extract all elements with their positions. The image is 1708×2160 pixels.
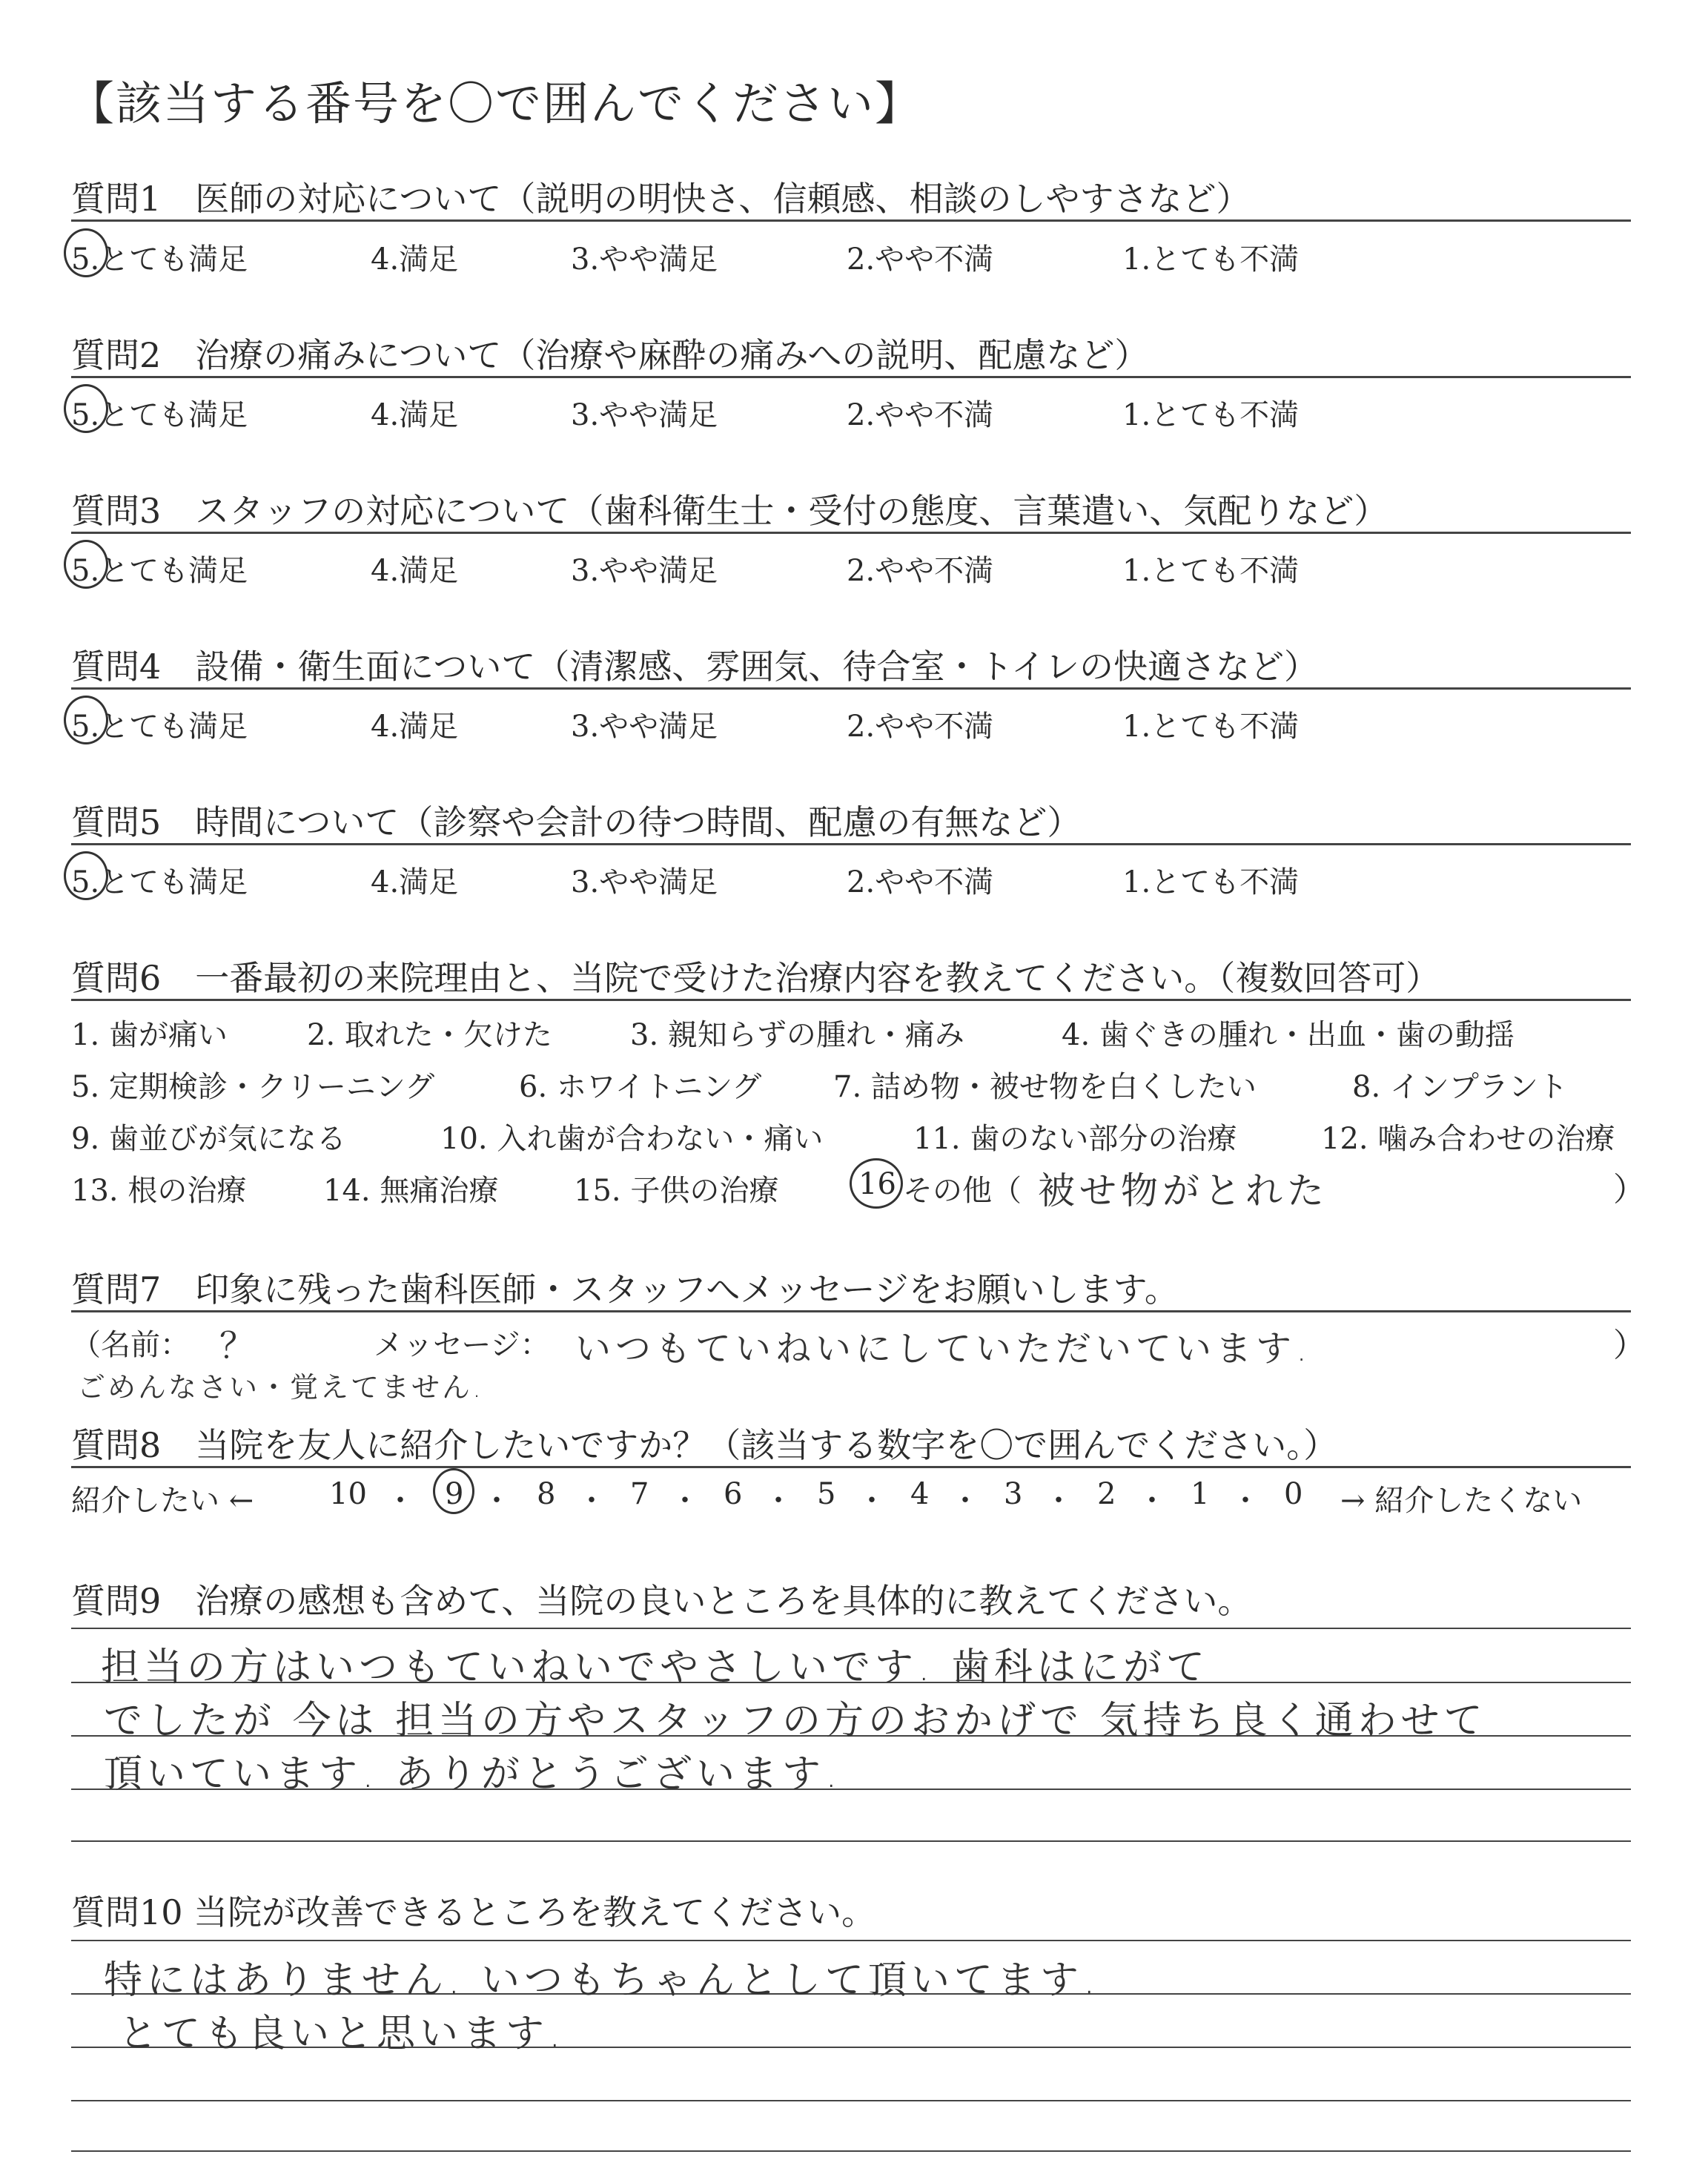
selection-circle bbox=[433, 1468, 474, 1514]
scale-separator: ・ bbox=[764, 1484, 793, 1518]
name-value[interactable]: ？ bbox=[219, 1325, 260, 1367]
option-2[interactable]: 2.やや不満 bbox=[847, 710, 994, 744]
reason-5[interactable]: 5. 定期検診・クリーニング bbox=[71, 1070, 435, 1104]
option-3[interactable]: 3.やや満足 bbox=[571, 398, 718, 432]
scale-separator: ・ bbox=[1044, 1484, 1073, 1518]
underline bbox=[71, 219, 1631, 222]
q9-answer-line-3[interactable]: 頂いています. ありがとうございます. bbox=[104, 1752, 842, 1797]
option-1[interactable]: 1.とても不満 bbox=[1122, 242, 1300, 277]
q10-answer-line-2[interactable]: とても良いと思います. bbox=[119, 2012, 566, 2056]
reason-12[interactable]: 12. 噛み合わせの治療 bbox=[1321, 1122, 1615, 1156]
question-2: 質問2 治療の痛みについて（治療や麻酔の痛みへの説明、配慮など） bbox=[71, 335, 1149, 375]
question-6: 質問6 一番最初の来院理由と、当院で受けた治療内容を教えてください。（複数回答可） bbox=[71, 958, 1440, 998]
reason-10[interactable]: 10. 入れ歯が合わない・痛い bbox=[440, 1122, 824, 1156]
scale-separator: ・ bbox=[950, 1484, 980, 1518]
scale-8[interactable]: 8 bbox=[537, 1477, 556, 1511]
underline bbox=[71, 687, 1631, 690]
scale-left-label: 紹介したい ← bbox=[71, 1484, 254, 1518]
option-1[interactable]: 1.とても不満 bbox=[1122, 710, 1300, 744]
scale-0[interactable]: 0 bbox=[1284, 1477, 1303, 1511]
page-heading: 【該当する番号を〇で囲んでください】 bbox=[68, 76, 923, 131]
underline bbox=[71, 999, 1631, 1001]
option-3[interactable]: 3.やや満足 bbox=[571, 242, 718, 277]
option-5[interactable]: 5.とても満足 bbox=[71, 865, 248, 899]
writing-line bbox=[71, 2150, 1631, 2152]
underline bbox=[71, 376, 1631, 378]
scale-7[interactable]: 7 bbox=[630, 1477, 649, 1511]
option-3[interactable]: 3.やや満足 bbox=[571, 865, 718, 899]
writing-line bbox=[71, 1840, 1631, 1842]
option-5[interactable]: 5.とても満足 bbox=[71, 242, 248, 277]
option-4[interactable]: 4.満足 bbox=[371, 398, 459, 432]
message-label: メッセージ： bbox=[374, 1328, 550, 1362]
option-5[interactable]: 5.とても満足 bbox=[71, 554, 248, 588]
close-paren: ） bbox=[1613, 1327, 1646, 1364]
reason-7[interactable]: 7. 詰め物・被せ物を白くしたい bbox=[833, 1070, 1257, 1104]
scale-separator: ・ bbox=[385, 1484, 415, 1518]
reason-14[interactable]: 14. 無痛治療 bbox=[323, 1174, 499, 1208]
question-9: 質問9 治療の感想も含めて、当院の良いところを具体的に教えてください。 bbox=[71, 1581, 1252, 1621]
question-10: 質問10 当院が改善できるところを教えてください。 bbox=[71, 1892, 876, 1932]
reason-9[interactable]: 9. 歯並びが気になる bbox=[71, 1122, 346, 1156]
option-4[interactable]: 4.満足 bbox=[371, 554, 459, 588]
question-5: 質問5 時間について（診察や会計の待つ時間、配慮の有無など） bbox=[71, 802, 1082, 842]
scale-1[interactable]: 1 bbox=[1191, 1477, 1210, 1511]
reason-2[interactable]: 2. 取れた・欠けた bbox=[307, 1018, 552, 1052]
selection-circle bbox=[850, 1158, 903, 1209]
scale-separator: ・ bbox=[1231, 1484, 1260, 1518]
name-label: （名前： bbox=[71, 1328, 190, 1362]
writing-line bbox=[71, 1940, 1631, 1941]
option-5[interactable]: 5.とても満足 bbox=[71, 710, 248, 744]
reason-16-label: その他（ bbox=[903, 1174, 1022, 1208]
underline bbox=[71, 532, 1631, 534]
reason-6[interactable]: 6. ホワイトニング bbox=[519, 1070, 762, 1104]
question-1: 質問1 医師の対応について（説明の明快さ、信頼感、相談のしやすさなど） bbox=[71, 179, 1251, 219]
reason-3[interactable]: 3. 親知らずの腫れ・痛み bbox=[630, 1018, 964, 1052]
question-3: 質問3 スタッフの対応について（歯科衛生士・受付の態度、言葉遣い、気配りなど） bbox=[71, 491, 1388, 531]
scale-separator: ・ bbox=[577, 1484, 606, 1518]
option-3[interactable]: 3.やや満足 bbox=[571, 710, 718, 744]
scale-10[interactable]: 10 bbox=[329, 1477, 367, 1511]
scale-separator: ・ bbox=[482, 1484, 512, 1518]
option-2[interactable]: 2.やや不満 bbox=[847, 242, 994, 277]
reason-15[interactable]: 15. 子供の治療 bbox=[574, 1174, 779, 1208]
reason-8[interactable]: 8. インプラント bbox=[1352, 1070, 1568, 1104]
option-4[interactable]: 4.満足 bbox=[371, 710, 459, 744]
question-8: 質問8 当院を友人に紹介したいですか？（該当する数字を〇で囲んでください。） bbox=[71, 1425, 1338, 1465]
option-5[interactable]: 5.とても満足 bbox=[71, 398, 248, 432]
scale-separator: ・ bbox=[670, 1484, 700, 1518]
underline bbox=[71, 843, 1631, 845]
option-2[interactable]: 2.やや不満 bbox=[847, 398, 994, 432]
close-paren: ） bbox=[1613, 1171, 1646, 1209]
scale-4[interactable]: 4 bbox=[910, 1477, 930, 1511]
reason-4[interactable]: 4. 歯ぐきの腫れ・出血・歯の動揺 bbox=[1062, 1018, 1515, 1052]
option-2[interactable]: 2.やや不満 bbox=[847, 554, 994, 588]
q10-answer-line-1[interactable]: 特にはありません. いつもちゃんとして頂いてます. bbox=[104, 1958, 1100, 2003]
scale-9[interactable]: 9 bbox=[445, 1477, 464, 1511]
q9-answer-line-1[interactable]: 担当の方はいつもていねいでやさしいです. 歯科はにがて bbox=[101, 1645, 1210, 1690]
scale-right-label: → 紹介したくない bbox=[1340, 1484, 1583, 1518]
option-4[interactable]: 4.満足 bbox=[371, 242, 459, 277]
option-1[interactable]: 1.とても不満 bbox=[1122, 865, 1300, 899]
question-7: 質問7 印象に残った歯科医師・スタッフへメッセージをお願いします。 bbox=[71, 1269, 1179, 1309]
message-value[interactable]: いつもていねいにしていただいています. bbox=[575, 1328, 1312, 1370]
reason-1[interactable]: 1. 歯が痛い bbox=[71, 1018, 228, 1052]
reason-16-answer[interactable]: 被せ物がとれた bbox=[1038, 1169, 1328, 1212]
reason-16-number[interactable]: 16 bbox=[858, 1167, 896, 1201]
q9-answer-line-2[interactable]: でしたが 今は 担当の方やスタッフの方のおかげで 気持ち良く通わせて bbox=[104, 1699, 1487, 1743]
option-1[interactable]: 1.とても不満 bbox=[1122, 398, 1300, 432]
note-text: ごめんなさい・覚えてません. bbox=[77, 1371, 484, 1404]
underline bbox=[71, 1466, 1631, 1468]
scale-6[interactable]: 6 bbox=[724, 1477, 743, 1511]
underline bbox=[71, 1310, 1631, 1312]
scale-2[interactable]: 2 bbox=[1097, 1477, 1116, 1511]
option-3[interactable]: 3.やや満足 bbox=[571, 554, 718, 588]
option-4[interactable]: 4.満足 bbox=[371, 865, 459, 899]
option-1[interactable]: 1.とても不満 bbox=[1122, 554, 1300, 588]
scale-3[interactable]: 3 bbox=[1004, 1477, 1023, 1511]
option-2[interactable]: 2.やや不満 bbox=[847, 865, 994, 899]
question-4: 質問4 設備・衛生面について（清潔感、雰囲気、待合室・トイレの快適さなど） bbox=[71, 647, 1319, 687]
reason-13[interactable]: 13. 根の治療 bbox=[71, 1174, 247, 1208]
reason-11[interactable]: 11. 歯のない部分の治療 bbox=[913, 1122, 1237, 1156]
writing-line bbox=[71, 2100, 1631, 2101]
writing-line bbox=[71, 1628, 1631, 1629]
scale-5[interactable]: 5 bbox=[817, 1477, 836, 1511]
scale-separator: ・ bbox=[857, 1484, 887, 1518]
scale-separator: ・ bbox=[1137, 1484, 1167, 1518]
